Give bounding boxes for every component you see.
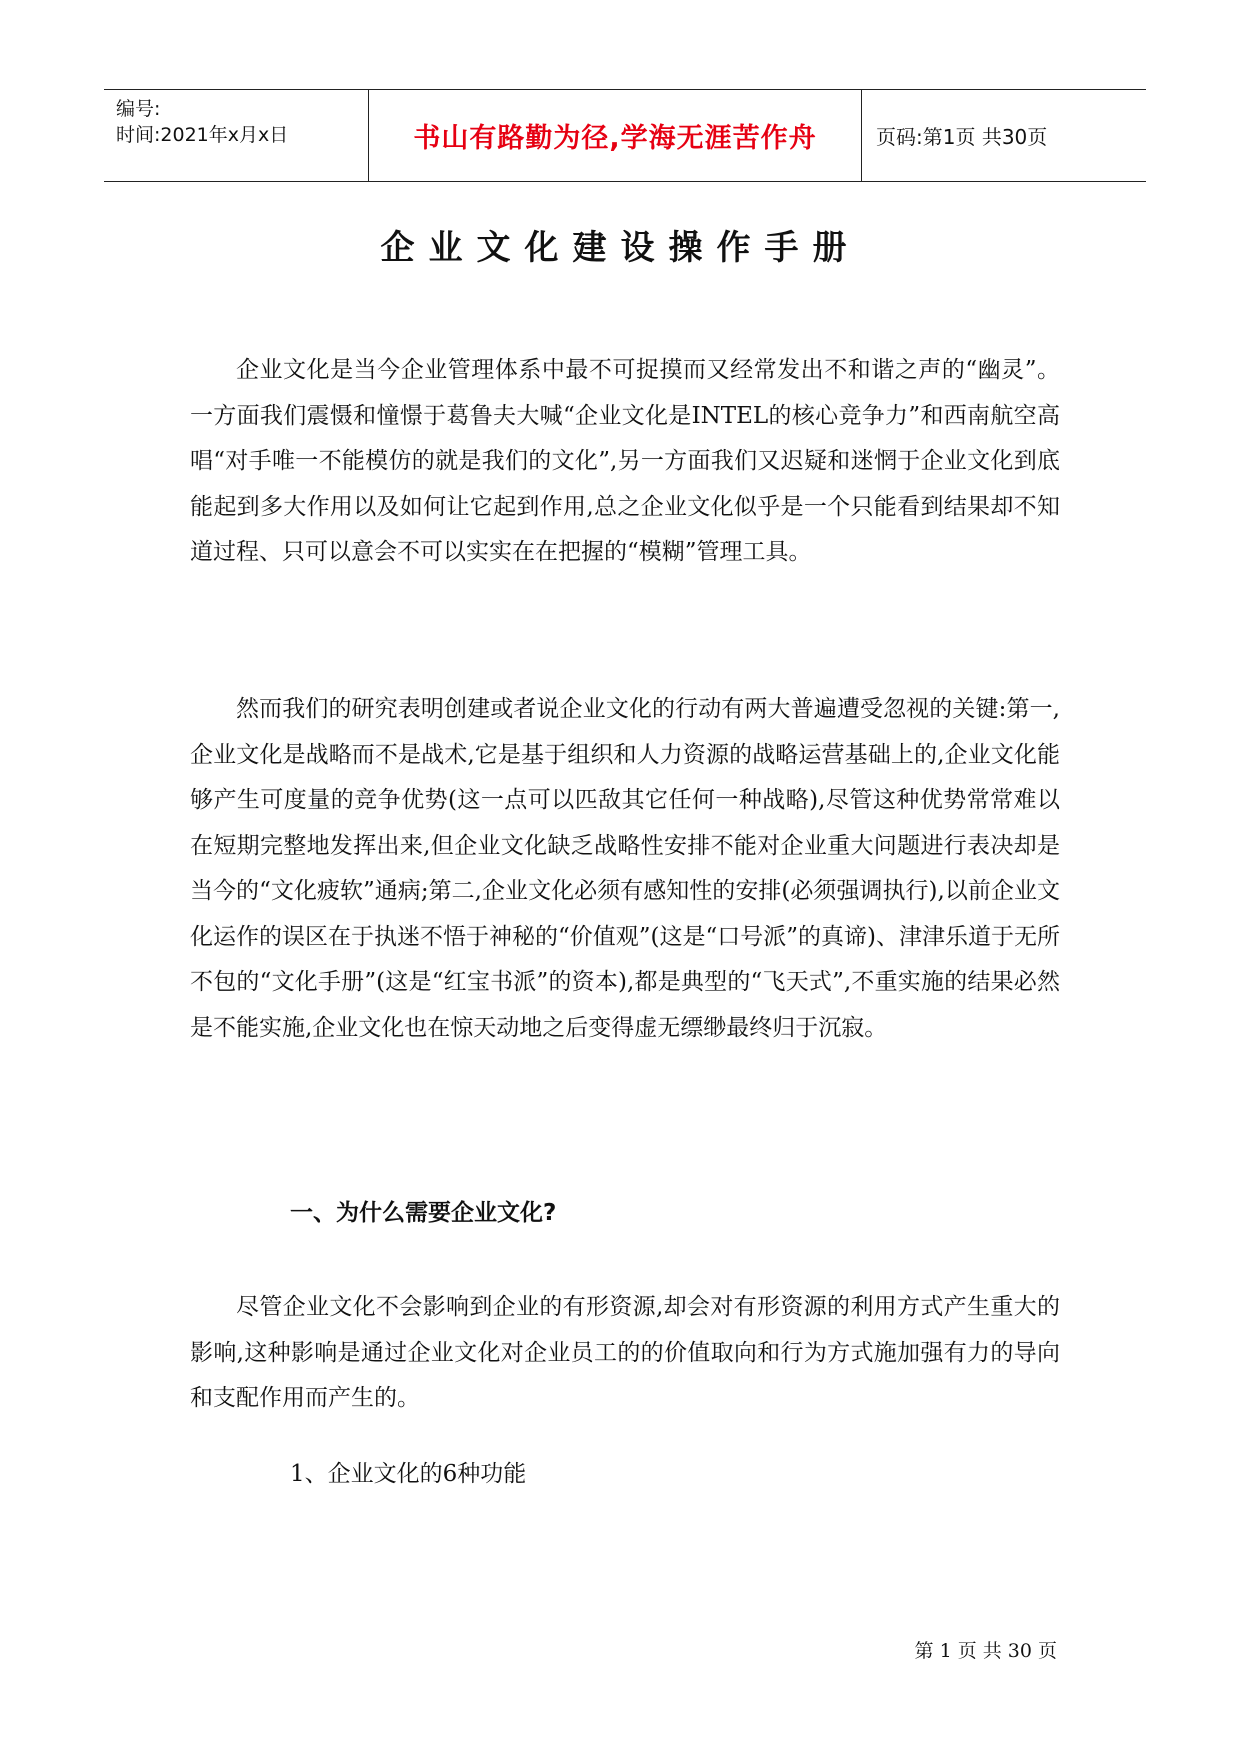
paragraph-culture-impact: 尽管企业文化不会影响到企业的有形资源,却会对有形资源的利用方式产生重大的影响,这种影响是通过企业文化对企业员工的的价值取向和行为方式施加强有力的导向和支配作用而产生的。 — [190, 1294, 1060, 1411]
header-page-cell — [862, 90, 1146, 181]
document-title: 企业文化建设操作手册 — [380, 228, 861, 268]
paragraph-intro: 企业文化是当今企业管理体系中最不可捉摸而又经常发出不和谐之声的“幽灵”。一方面我们震慑和憧憬于葛鲁夫大喊“企业文化是INTEL的核心竞争力”和西南航空高唱“对手唯一不能模仿的就是我们的文化”,另一方面我们又迟疑和迷惘于企业文化到底能起到多大作用以及如何让它起到作用,总之企业文化似乎是一个只能看到结果却不知道过程、只可以意会不可以实实在在把握的“模糊”管理工具。 — [190, 357, 1060, 565]
document-number-label: 编号: — [116, 98, 161, 120]
header-motto-cell — [369, 90, 862, 181]
document-time-label: 时间:2021年x月x日 — [116, 124, 289, 146]
header-info-cell — [104, 90, 369, 181]
section-heading: 一、为什么需要企业文化? — [290, 1200, 557, 1226]
subsection-heading: 1、企业文化的6种功能 — [290, 1461, 527, 1487]
page-footer: 第 1 页 共 30 页 — [914, 1640, 1057, 1662]
header-page-code: 页码:第1页 共30页 — [876, 125, 1048, 149]
header-table — [104, 89, 1146, 182]
header-motto: 书山有路勤为径,学海无涯苦作舟 — [413, 123, 817, 154]
paragraph-research: 然而我们的研究表明创建或者说企业文化的行动有两大普遍遭受忽视的关键:第一,企业文化是战略而不是战术,它是基于组织和人力资源的战略运营基础上的,企业文化能够产生可度量的竞争优势(这一点可以匹敌其它任何一种战略),尽管这种优势常常难以在短期完整地发挥出来,但企业文化缺乏战略性安排不能对企业重大问题进行表决却是当今的“文化疲软”通病;第二,企业文化必须有感知性的安排(必须强调执行),以前企业文化运作的误区在于执迷不悟于神秘的“价值观”(这是“口号派”的真谛)、津津乐道于无所不包的“文化手册”(这是“红宝书派”的资本),都是典型的“飞天式”,不重实施的结果必然是不能实施,企业文化也在惊天动地之后变得虚无缥缈最终归于沉寂。 — [190, 696, 1060, 1041]
